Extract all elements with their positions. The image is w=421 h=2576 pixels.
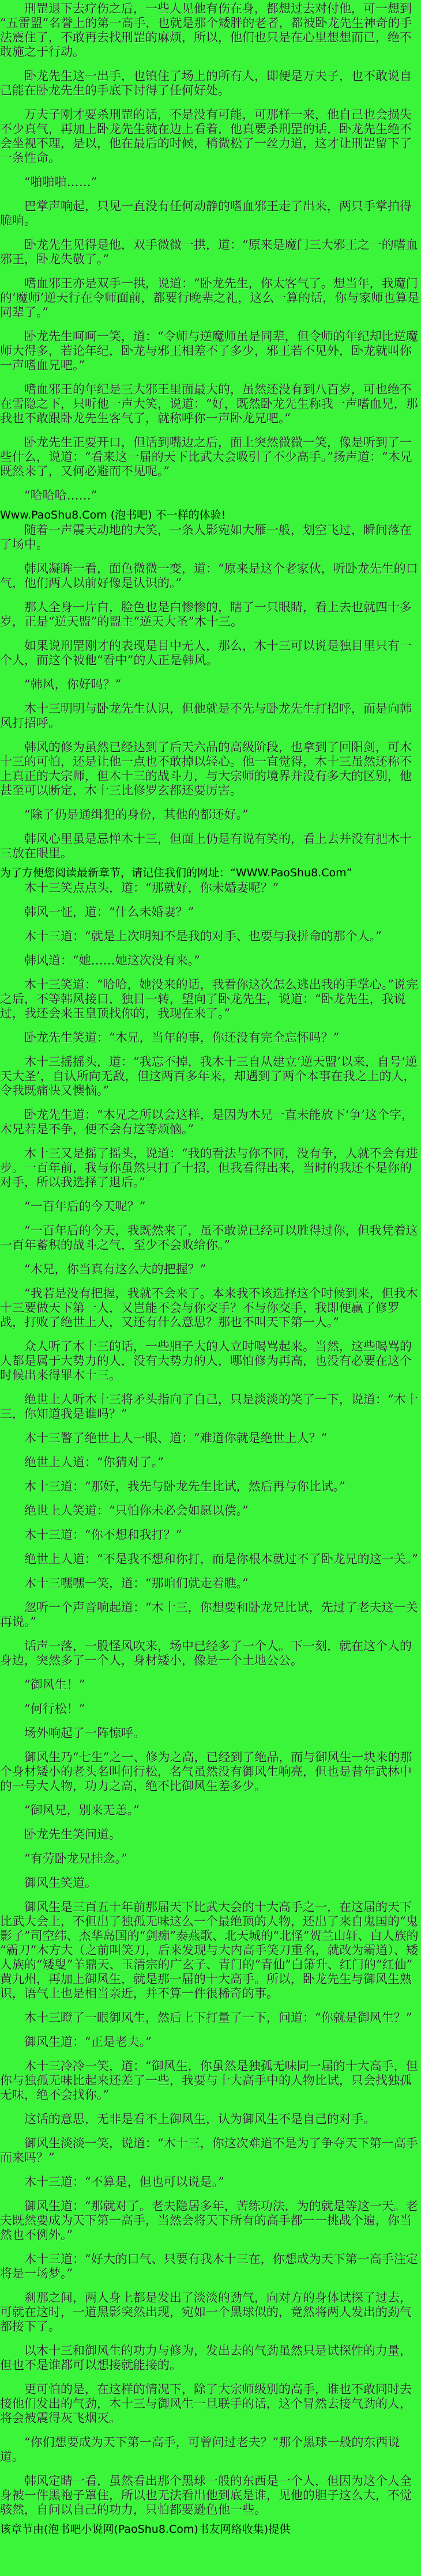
novel-paragraph: 木十三道：“就是上次明知不是我的对手、也要与我拼命的那个人。” [24, 929, 382, 943]
novel-paragraph: 卧龙先生道：“木兄之所以会这样，是因为木兄一直未能放下‘争’这个字，木兄若是不争，便不会有这等烦恼。” [0, 1108, 414, 1136]
novel-paragraph: 御风生道：“那就对了。老夫隐居多年，苦练功法，为的就是等这一天。老夫既然要成为天下第一高手，当然会将天下所有的高手都一一挑战个遍，你当然也不例外。” [0, 2199, 418, 2242]
novel-paragraph: 御风生是三百五十年前那届天下比武大会的十大高手之一，在这届的天下比武大会上，不但出了独孤无味这么一个最绝顶的人物，还出了来自鬼国的“鬼影子”司空纬、杰华岛国的“剑痴”泰燕歌、北天城的“北怪”贺兰山轩、白人族的“霸刀”木方大（之前叫笑刀，后来发现与大内高手笑刀重名，就改为霸道）、矮人族的“矮叟”羊鼎天、玉清宗的广玄子、青门的“青仙”白箫升、红门的“红仙”黄九州，再加上御风生，就是那一届的十大高手。所以，卧龙先生与御风生熟识，语气上也是相当亲近，并不算一件很稀奇的事。 [0, 1900, 419, 2000]
novel-paragraph: “一百年后的今天，我既然来了，虽不敢说已经可以胜得过你，但我凭着这一百年蓄积的战斗之气，至少不会败给你。” [0, 1224, 418, 1252]
novel-paragraph: 如果说刑罡刚才的表现是目中无人，那么，木十三可以说是独目里只有一个人，而这个被他“看中”的人正是韩风。 [0, 639, 412, 667]
novel-paragraph: 木十三道：“你不想和我打？” [24, 1528, 182, 1542]
novel-paragraph: 卧龙先生这一出手，也镇住了场上的所有人，即便是万夫子，也不敢说自己能在卧龙先生的手底下讨得了任何好处。 [0, 69, 412, 97]
novel-paragraph: 绝世上人道：“你猜对了。” [24, 1455, 164, 1469]
novel-paragraph: 御风生笑道。 [24, 1876, 97, 1890]
novel-paragraph: 刹那之间，两人身上都是发出了淡淡的劲气，向对方的身体试探了过去，可就在这时，一道黑影突然出现，宛如一个黑球似的，竟然将两人发出的劲气都接下了。 [0, 2291, 412, 2333]
novel-paragraph: 绝世上人道：“不是我不想和你打，而是你根本就过不了卧龙兄的这一关。” [24, 1552, 418, 1566]
novel-paragraph: 木十三笑点点头，道：“那就好，你未婚妻呢？” [24, 881, 279, 895]
novel-paragraph: 韩风道：“她……她这次没有来。” [24, 954, 200, 967]
novel-paragraph: 韩风凝眸一看，面色微微一变，道：“原来是这个老家伙，听卧龙先生的口气，他们两人以前好像是认识的。” [0, 562, 418, 590]
novel-paragraph: 绝世上人听木十三将矛头指向了自己，只是淡淡的笑了一下，说道：“木十三，你知道我是谁吗？” [0, 1393, 418, 1421]
novel-paragraph: 木十三瞪了一眼御风生，然后上下打量了一下，问道：“你就是御风生？” [24, 2011, 412, 2025]
novel-paragraph: “你们想要成为天下第一高手，可曾问过老夫？”那个黑球一般的东西说道。 [0, 2435, 400, 2464]
novel-paragraph: “一百年后的今天呢？” [24, 1200, 146, 1213]
novel-paragraph: 木十三明明与卧龙先生认识，但他就是不先与卧龙先生打招呼，而是向韩风打招呼。 [0, 702, 412, 730]
novel-paragraph: 御风生乃“七生”之一、修为之高，已经到了绝品，而与御风生一块来的那个身材矮小的老头名叫何行松，名气虽然没有御风生响亮，但也是昔年武林中的一号大人物，功力之高，绝不比御风生差多少。 [0, 1750, 412, 1793]
novel-paragraph: 以木十三和御风生的功力与修为，发出去的气劲虽然只是试探性的力量，但也不是谁都可以想接就能接的。 [0, 2344, 412, 2372]
novel-paragraph: “御风兄，别来无恙。” [24, 1803, 140, 1817]
novel-paragraph: “木兄，你当真有这么大的把握？” [24, 1262, 206, 1276]
novel-paragraph: 这话的意思，无非是看不上御风生，认为御风生不是自己的对手。 [24, 2112, 375, 2126]
site-watermark: Www.PaoShu8.Com (泡书吧) 不一样的体验! [0, 509, 226, 521]
novel-paragraph: 木十三道：“不算是，但也可以说是。” [24, 2175, 224, 2189]
novel-paragraph: 那人全身一片白，脸色也是白惨惨的，瞎了一只眼睛，看上去也就四十多岁，正是“逆天盟”的盟主“逆天大圣”木十三。 [0, 600, 412, 629]
novel-paragraph: 韩风一怔，道：“什么未婚妻？” [24, 905, 194, 919]
novel-paragraph: 韩风定睛一看，虽然看出那个黑球一般的东西是一个人，但因为这个人全身被一件黑袍子罩住，所以也无法看出他到底是谁，见他的胆子这么大，不觉骇然，自问以自己的功力，只怕都要逊色他一些。 [0, 2474, 412, 2517]
novel-paragraph: “韩风，你好吗？” [24, 678, 122, 691]
novel-paragraph: 随着一声震天动地的大笑，一条人影宛如大雁一般，划空飞过，瞬间落在了场中。 [0, 523, 412, 551]
novel-paragraph: 御风生淡淡一笑，说道：“木十三，你这次难道不是为了争夺天下第一高手而来吗？” [0, 2136, 418, 2165]
novel-paragraph: 众人听了木十三的话，一些胆子大的人立时喝骂起来。当然，这些喝骂的人都是属于大势力的人，没有大势力的人，哪怕修为再高，也没有必要在这个时候出来得罪木十三。 [0, 1340, 412, 1382]
novel-paragraph: 木十三又是摇了摇头，说道：“我的看法与你不同，没有争，人就不会有进步。一百年前，我与你虽然只打了十招，但我看得出来，当时的我还不是你的对手，所以我选择了退后。” [0, 1147, 418, 1189]
novel-paragraph: “除了仍是通缉犯的身份，其他的都还好。” [24, 808, 249, 822]
novel-paragraph: “有劳卧龙兄挂念。” [24, 1852, 127, 1866]
novel-paragraph: “何行松！” [24, 1702, 85, 1716]
novel-paragraph: 卧龙先生笑道：“木兄，当年的事，你还没有完全忘怀吗？” [24, 1031, 340, 1045]
novel-paragraph: 木十三瞥了绝世上人一眼、道：“难道你就是绝世上人？” [24, 1431, 328, 1445]
novel-paragraph: 嗜血邪王的年纪是三大邪王里面最大的，虽然还没有到八百岁，可也绝不在雪隐之下，只听他一声大笑，说道：“好，既然卧龙先生称我一声嗜血兄，那我也不敢跟卧龙先生客气了，就称呼你一声卧龙兄吧。” [0, 383, 418, 425]
novel-paragraph: “我若是没有把握，我就不会来了。本来我不该选择这个时候到来，但我木十三要做天下第一人，又岂能不会与你交手？不与你交手，我即便赢了修罗战，打败了绝世上人，又还有什么意思？那也不叫天下第一人。” [0, 1287, 418, 1329]
site-watermark: 为了方便您阅读最新章节，请记住我们的网址：“WWW.PaoShu8.Com” [0, 867, 352, 879]
novel-paragraph: 话声一落，一股怪风吹来，场中已经多了一个人。下一刻，就在这个人的身边，突然多了一个人，身材矮小，像是一个土地公公。 [0, 1639, 412, 1667]
novel-paragraph: 韩风心里虽是忌惮木十三，但面上仍是有说有笑的，看上去并没有把木十三放在眼里。 [0, 832, 412, 860]
novel-paragraph: 卧龙先生呵呵一笑，道：“令师与逆魔师虽是同辈，但令师的年纪却比逆魔师大得多，若论年纪，卧龙与邪王相差不了多少，邪王若不见外，卧龙就叫你一声嗜血兄吧。” [0, 330, 418, 372]
novel-paragraph: 木十三摇摇头，道：“我忘不掉，我木十三自从建立‘逆天盟’以来，自号‘逆天大圣’，自认所向无敌，但这两百多年来，却遇到了两个本事在我之上的人，令我既痛快又懊恼。” [0, 1055, 418, 1098]
novel-paragraph: 木十三嘿嘿一笑，道：“那咱们就走着瞧。” [24, 1576, 249, 1590]
novel-paragraph: 忽听一个声音响起道：“木十三，你想要和卧龙兄比试，先过了老夫这一关再说。” [0, 1601, 418, 1629]
novel-paragraph: 场外响起了一阵惊呼。 [24, 1726, 145, 1740]
novel-paragraph: 木十三道：“好大的口气、只要有我木十三在，你想成为天下第一高手注定将是一场梦。” [0, 2252, 418, 2280]
novel-paragraph: 卧龙先生见得是他，双手微微一拱，道：“原来是魔门三大邪王之一的嗜血邪王，卧龙失敬了。” [0, 238, 418, 266]
novel-paragraph: 绝世上人笑道：“只怕你未必会如愿以偿。” [24, 1504, 249, 1518]
novel-paragraph: 万夫子刚才要杀刑罡的话，不是没有可能，可那样一来，他自己也会损失不少真气，再加上卧龙先生就在边上看着，他真要杀刑罡的话，卧龙先生绝不会坐视不理，是以，他在最后的时候，稍微松了一丝力道，这才让刑罡留下了一条性命。 [0, 108, 412, 165]
novel-paragraph: 御风生道：“正是老夫。” [24, 2035, 152, 2049]
novel-paragraph: 木十三道：“那好，我先与卧龙先生比试，然后再与你比试。” [24, 1480, 345, 1493]
novel-paragraph: “御风生！” [24, 1678, 85, 1692]
novel-paragraph: 更可怕的是，在这样的情况下，除了大宗师级别的高手，谁也不敢同时去接他们发出的气劲，木十三与御风生一旦联手的话，这个冒然去接气劲的人，将会被震得灰飞烟灭。 [0, 2382, 412, 2425]
novel-paragraph: 韩风的修为虽然已经达到了后天六品的高级阶段，也拿到了回阳剑，可木十三的可怕，还是让他一点也不敢掉以轻心。他一直觉得，木十三虽然还称不上真正的大宗师，但木十三的战斗力，与大宗师的境界并没有多大的区别，他甚至可以断定，木十三比修罗玄都还要厉害。 [0, 740, 412, 797]
novel-paragraph: “哈哈哈……” [24, 489, 97, 502]
novel-paragraph: 卧龙先生笑问道。 [24, 1828, 121, 1841]
novel-paragraph: 嗜血邪王亦是双手一拱，说道：“卧龙先生，你太客气了。想当年，我魔门的‘魔师’逆天行在令师面前，都要行晚辈之礼，这么一算的话，你与家师也算是同辈了。” [0, 277, 420, 319]
novel-paragraph: “啪啪啪……” [24, 175, 97, 189]
novel-paragraph: 卧龙先生正要开口，但话到嘴边之后，面上突然微微一笑，像是听到了一些什么，说道：“看来这一届的天下比武大会吸引了不少高手。”扬声道：“木兄既然来了，又何必避而不见呢。” [0, 436, 412, 478]
novel-paragraph: 木十三笑道：“哈哈，她没来的话，我看你这次怎么逃出我的手掌心。”说完之后，不等韩风接口，独目一转，望向了卧龙先生，说道：“卧龙先生，我说过，我还会来玉皇顶找你的，我现在来了。” [0, 978, 418, 1020]
novel-paragraph: 木十三冷冷一笑，道：“御风生，你虽然是独孤无味同一届的十大高手，但你与独孤无味比起来还差了一些，我要与十大高手中的人物比试，只会找独孤无味，绝不会找你。” [0, 2059, 418, 2102]
novel-paragraph: 巴掌声响起，只见一直没有任何动静的嗜血邪王走了出来，两只手掌拍得脆响。 [0, 199, 412, 228]
chapter-footer: 该章节由(泡书吧小说网(PaoShu8.Com)书友网络收集)提供 [0, 2523, 291, 2536]
novel-paragraph: 刑罡退下去疗伤之后，一些人见他有伤在身，都想过去对付他，可一想到“五雷盟”名誉上的第一高手，也就是那个矮胖的老者，都被卧龙先生神奇的手法震住了，不敢再去找刑罡的麻烦，所以，他们也只是在心里想想而已，绝不敢施之于行动。 [0, 2, 412, 59]
